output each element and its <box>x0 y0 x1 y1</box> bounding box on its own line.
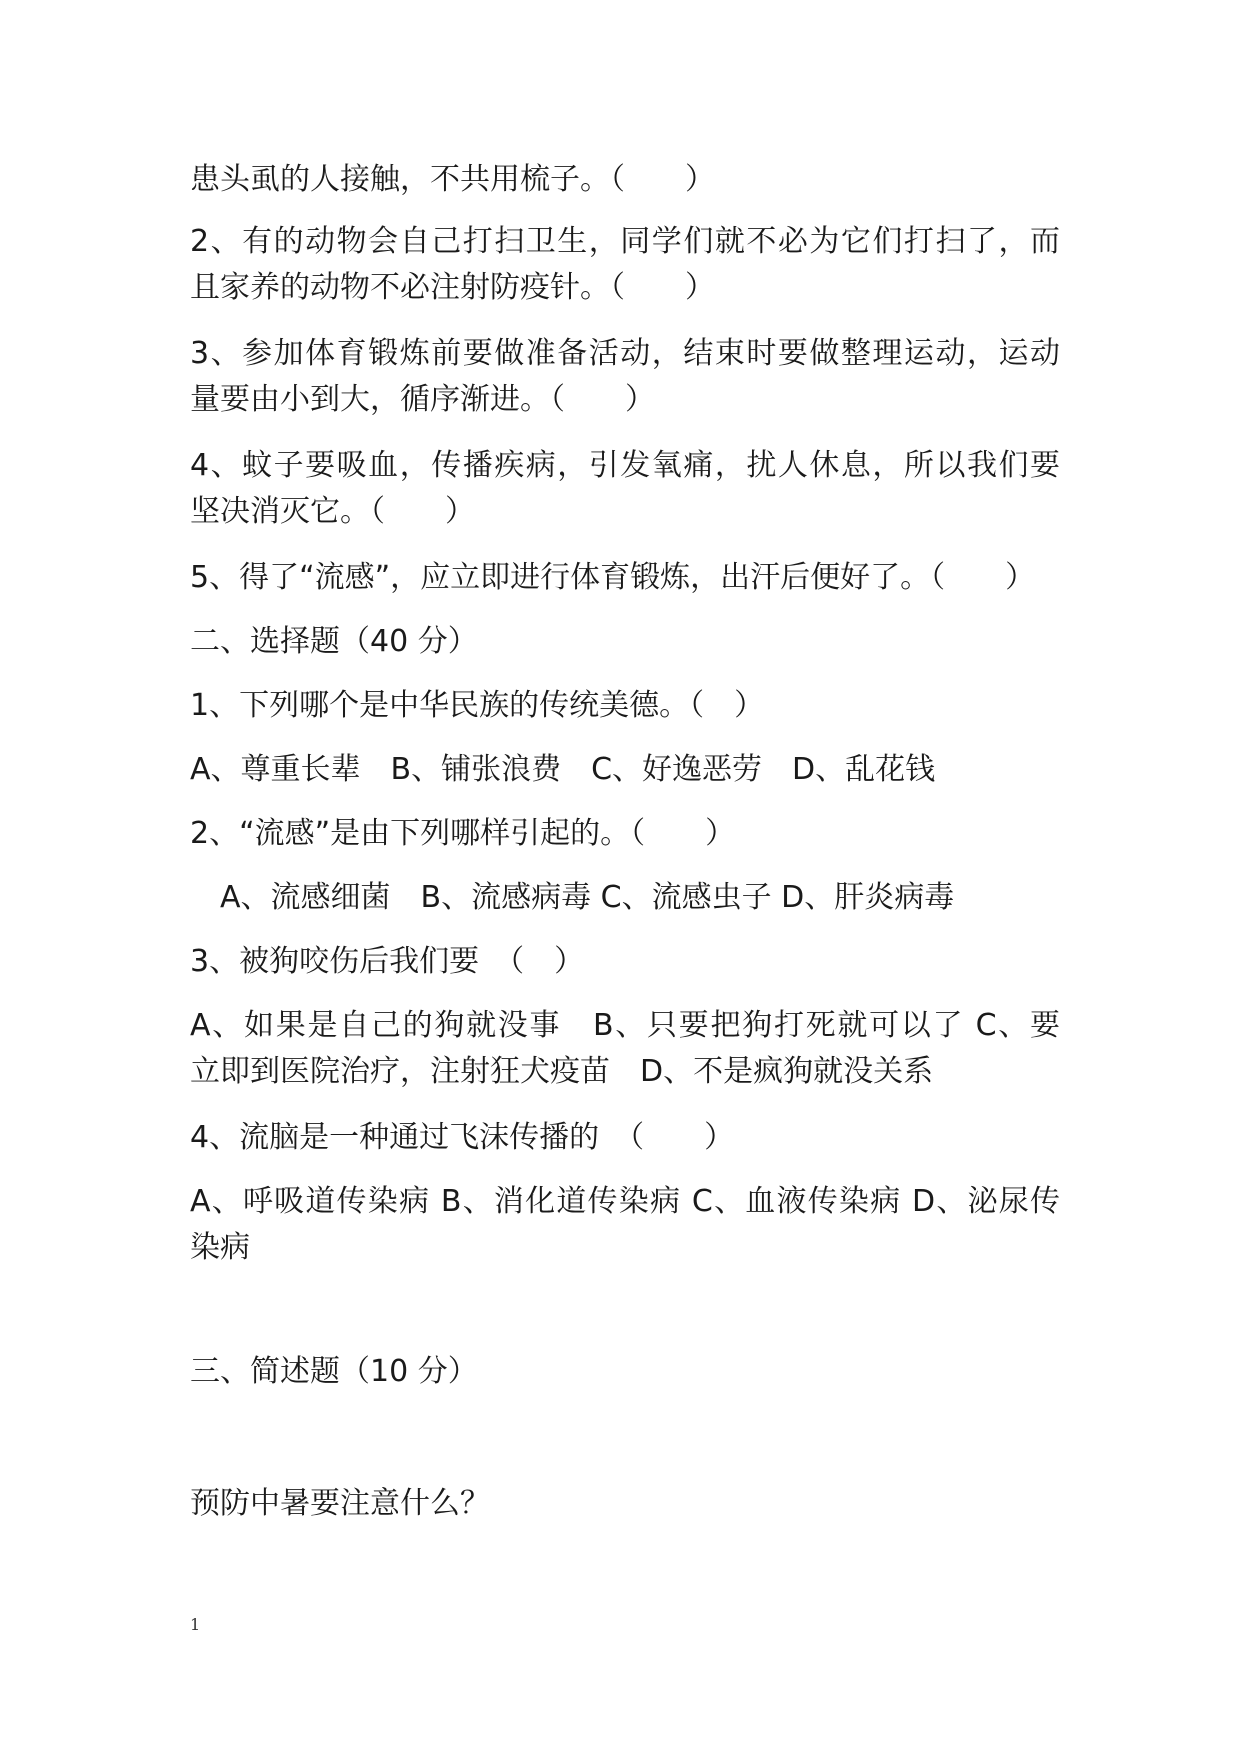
true-false-item-2-line-2: 且家养的动物不必注射防疫针。（ ） <box>190 270 715 305</box>
choice-question-2-options: A、流感细菌 B、流感病毒 C、流感虫子 D、肝炎病毒 <box>190 880 955 915</box>
choice-question-4: 4、流脑是一种通过飞沫传播的 （ ） <box>190 1120 735 1155</box>
true-false-item-4-line-2: 坚决消灭它。（ ） <box>190 494 475 529</box>
choice-question-4-options-line-2: 染病 <box>190 1230 250 1265</box>
choice-question-3: 3、被狗咬伤后我们要 （ ） <box>190 944 585 979</box>
choice-question-1: 1、下列哪个是中华民族的传统美德。（ ） <box>190 688 765 723</box>
choice-question-3-options-line-1: A、如果是自己的狗就没事 B、只要把狗打死就可以了 C、要 <box>190 1008 1060 1043</box>
section-3-title: 三、简述题（10 分） <box>190 1354 478 1389</box>
true-false-item-5: 5、得了“流感”，应立即进行体育锻炼，出汗后便好了。（ ） <box>190 560 1036 595</box>
choice-question-1-options: A、尊重长辈 B、铺张浪费 C、好逸恶劳 D、乱花钱 <box>190 752 936 787</box>
true-false-item-3-line-2: 量要由小到大，循序渐进。（ ） <box>190 382 655 417</box>
choice-question-2: 2、“流感”是由下列哪样引起的。（ ） <box>190 816 736 851</box>
true-false-item-4-line-1: 4、蚊子要吸血，传播疾病，引发氧痛，扰人休息，所以我们要 <box>190 448 1060 483</box>
choice-question-4-options-line-1: A、呼吸道传染病 B、消化道传染病 C、血液传染病 D、泌尿传 <box>190 1184 1060 1219</box>
true-false-item-1-continued: 患头虱的人接触，不共用梳子。（ ） <box>190 162 715 197</box>
page-number: 1 <box>190 1615 201 1634</box>
choice-question-3-options-line-2: 立即到医院治疗，注射狂犬疫苗 D、不是疯狗就没关系 <box>190 1054 934 1089</box>
short-answer-question: 预防中暑要注意什么？ <box>190 1486 490 1521</box>
true-false-item-3-line-1: 3、参加体育锻炼前要做准备活动，结束时要做整理运动，运动 <box>190 336 1060 371</box>
section-2-title: 二、选择题（40 分） <box>190 624 478 659</box>
true-false-item-2-line-1: 2、有的动物会自己打扫卫生，同学们就不必为它们打扫了，而 <box>190 224 1060 259</box>
